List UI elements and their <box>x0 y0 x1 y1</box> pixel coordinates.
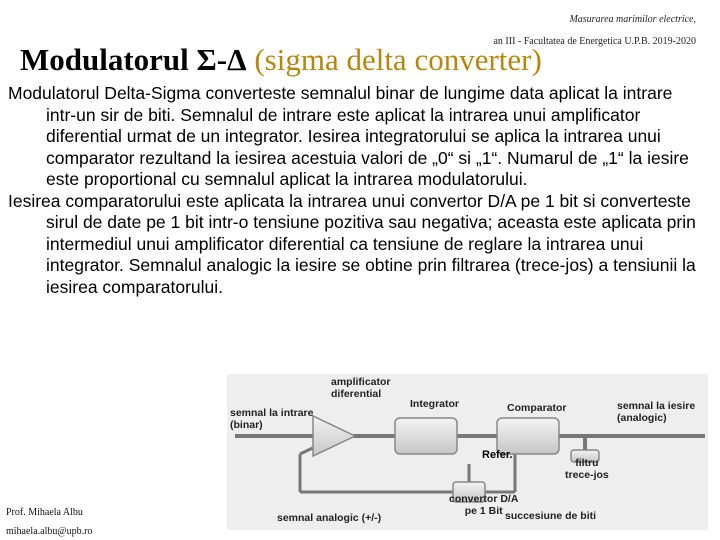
header-course: Masurarea marimilor electrice, <box>569 14 696 25</box>
comparator-label: Comparator <box>507 402 567 414</box>
filter-label: filtru trece-jos <box>565 457 609 481</box>
title-subtitle: (sigma delta converter) <box>246 42 542 77</box>
bitstream-label: succesiune de biti <box>505 510 597 522</box>
analog-signal-label: semnal analogic (+/-) <box>277 512 382 524</box>
dac-label: convertor D/A pe 1 Bit <box>449 493 519 517</box>
sigma-delta-diagram <box>225 372 710 532</box>
paragraph-2: Iesirea comparatorului este aplicata la intrarea unui convertor D/A pe 1 bit si converteste sirul de date pe 1 bit intr-o tensiune pozitiva sau negativa; aceasta este aplicata prin intermediul unui amplificator diferential ca tensiune de reglare la intrarea unui integrator. Semnalul analogic la iesire se obtine prin filtrarea (trece-jos) a tensiunii la iesirea comparatorului. <box>8 190 696 297</box>
paragraph-1: Modulatorul Delta-Sigma converteste semnalul binar de lungime data aplicat la intrare intr-un sir de biti. Semnalul de intrare este aplicat la intrarea unui amplificator diferential urmat de un integrator. Iesirea integratorului se aplica la intrarea unui comparator rezultand la iesirea acestuia valori de „0“ si „1“. Numarul de „1“ la iesire este proportional cu semnalul aplicat la intrarea modulatorului. <box>8 83 689 189</box>
amplifier-label: amplificator diferential <box>331 376 391 400</box>
title-main: Modulatorul Σ-Δ <box>20 42 247 77</box>
footer-email: mihaela.albu@upb.ro <box>6 526 93 537</box>
footer-author: Prof. Mihaela Albu <box>6 507 83 518</box>
reference-label: Refer. <box>482 449 513 461</box>
output-signal-label: semnal la iesire (analogic) <box>617 400 696 424</box>
input-signal-label: semnal la intrare (binar) <box>230 407 314 431</box>
header-info: an III - Facultatea de Energetica U.P.B. 2019-2020 <box>493 36 696 47</box>
integrator-block <box>395 418 457 454</box>
body-text <box>8 83 704 298</box>
slide-title <box>20 42 542 78</box>
integrator-label: Integrator <box>410 398 460 410</box>
